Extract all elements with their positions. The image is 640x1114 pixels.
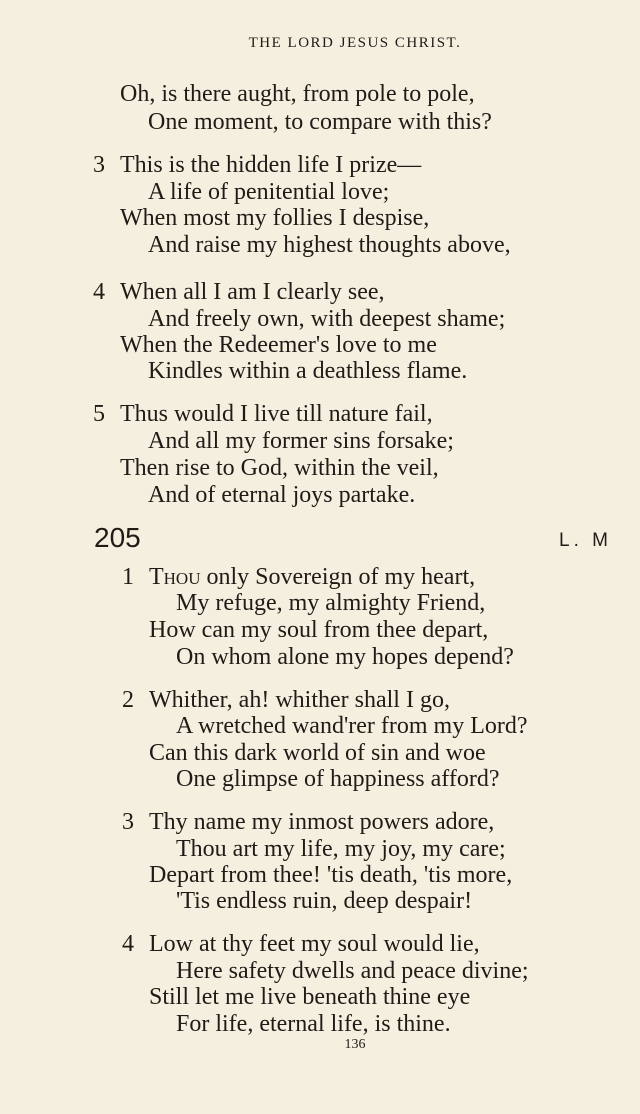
verse-line: This is the hidden life I prize—	[120, 152, 422, 178]
verse-line: Thy name my inmost powers adore,	[149, 809, 495, 835]
verse-line: For life, eternal life, is thine.	[176, 1011, 451, 1037]
verse-line: Still let me live beneath thine eye	[149, 984, 471, 1010]
first-word: Thou	[149, 564, 201, 590]
hymn-number: 205	[94, 522, 141, 553]
verse-line: Can this dark world of sin and woe	[149, 740, 486, 766]
stanza-number: 1	[122, 564, 134, 590]
verse-line: Kindles within a deathless flame.	[148, 358, 468, 384]
verse-line: Whither, ah! whither shall I go,	[149, 687, 450, 713]
verse-line: 'Tis endless ruin, deep despair!	[176, 888, 473, 914]
verse-line: Low at thy feet my soul would lie,	[149, 931, 480, 957]
verse-line: A life of penitential love;	[148, 179, 390, 205]
verse-line: My refuge, my almighty Friend,	[176, 590, 486, 616]
verse-line: Oh, is there aught, from pole to pole,	[120, 81, 475, 107]
verse-line: Thou only Sovereign of my heart,	[149, 564, 476, 590]
verse-line: One moment, to compare with this?	[148, 109, 492, 135]
stanza-number: 4	[122, 931, 134, 957]
verse-line: Thou art my life, my joy, my care;	[176, 836, 506, 862]
stanza-number: 5	[93, 401, 105, 427]
verse-line: A wretched wand'rer from my Lord?	[176, 713, 528, 739]
verse-line: Here safety dwells and peace divine;	[176, 958, 529, 984]
stanza-number: 3	[93, 152, 105, 178]
verse-line: And freely own, with deepest shame;	[148, 306, 506, 332]
running-header: THE LORD JESUS CHRIST.	[248, 35, 462, 51]
verse-line: Thus would I live till nature fail,	[120, 401, 433, 427]
verse-line: And of eternal joys partake.	[148, 482, 416, 508]
verse-line: One glimpse of happiness afford?	[176, 766, 500, 792]
verse-line: When all I am I clearly see,	[120, 279, 385, 305]
stanza-number: 4	[93, 279, 105, 305]
verse-line: Depart from thee! 'tis death, 'tis more,	[149, 862, 513, 888]
meter-label: L. M	[559, 530, 612, 551]
verse-line: And all my former sins forsake;	[148, 428, 454, 454]
verse-line: Then rise to God, within the veil,	[120, 455, 439, 481]
verse-line: On whom alone my hopes depend?	[176, 644, 514, 670]
stanza-number: 2	[122, 687, 134, 713]
verse-line: And raise my highest thoughts above,	[148, 232, 511, 258]
stanza-number: 3	[122, 809, 134, 835]
verse-line: When the Redeemer's love to me	[120, 332, 437, 358]
verse-line: How can my soul from thee depart,	[149, 617, 489, 643]
page-number: 136	[344, 1037, 366, 1052]
verse-line: When most my follies I despise,	[120, 205, 430, 231]
